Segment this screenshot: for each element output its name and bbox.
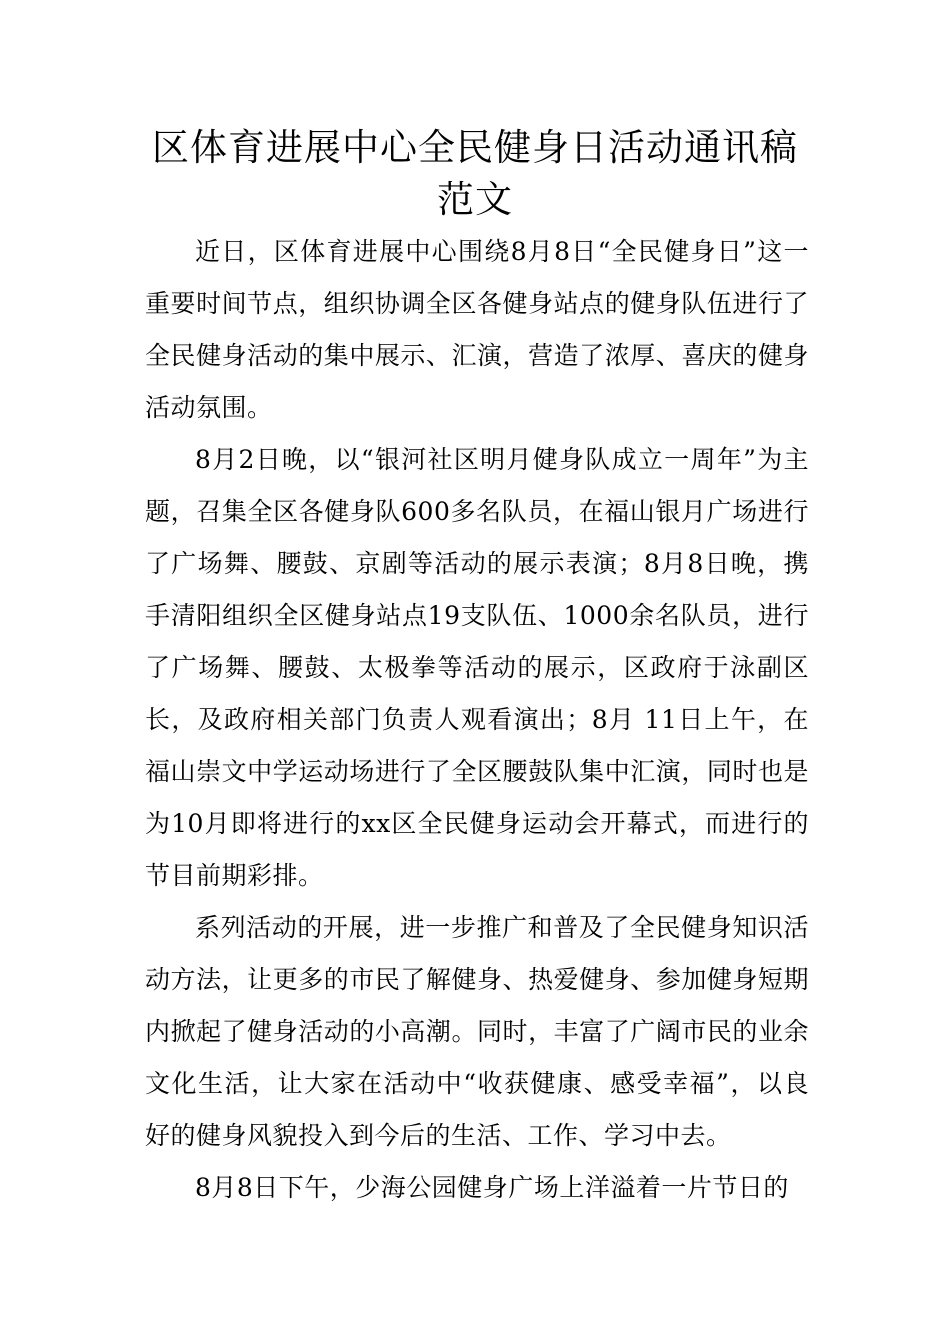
document-title: 区体育进展中心全民健身日活动通讯稿范文 xyxy=(152,126,798,221)
paragraph-park: 8月8日下午，少海公园健身广场上洋溢着一片节日的 xyxy=(195,1173,789,1202)
paragraph-events: 8月2日晚，以“银河社区明月健身队成立一周年”为主题，召集全区各健身队600多名队员，在福山银月广场进行了广场舞、腰鼓、京剧等活动的展示表演；8月8日晚，携手清阳组织全区健身站点19支队伍、1000余名队员，进行了广场舞、腰鼓、太极拳等活动的展示，区政府于泳副区长，及政府相关部门负责人观看演出；8月 11日上午，在福山崇文中学运动场进行了全区腰鼓队集中汇演，同时也是为10月即将进行的xx区全民健身运动会开幕式，而进行的节目前期彩排。 xyxy=(145,445,809,890)
document-body xyxy=(145,226,809,1214)
paragraph-intro: 近日，区体育进展中心围绕8月8日“全民健身日”这一重要时间节点，组织协调全区各健身站点的健身队伍进行了全民健身活动的集中展示、汇演，营造了浓厚、喜庆的健身活动氛围。 xyxy=(145,237,809,422)
paragraph-impact: 系列活动的开展，进一步推广和普及了全民健身知识活动方法，让更多的市民了解健身、热爱健身、参加健身短期内掀起了健身活动的小高潮。同时，丰富了广阔市民的业余文化生活，让大家在活动中“收获健康、感受幸福”，以良好的健身风貌投入到今后的生活、工作、学习中去。 xyxy=(145,913,809,1150)
